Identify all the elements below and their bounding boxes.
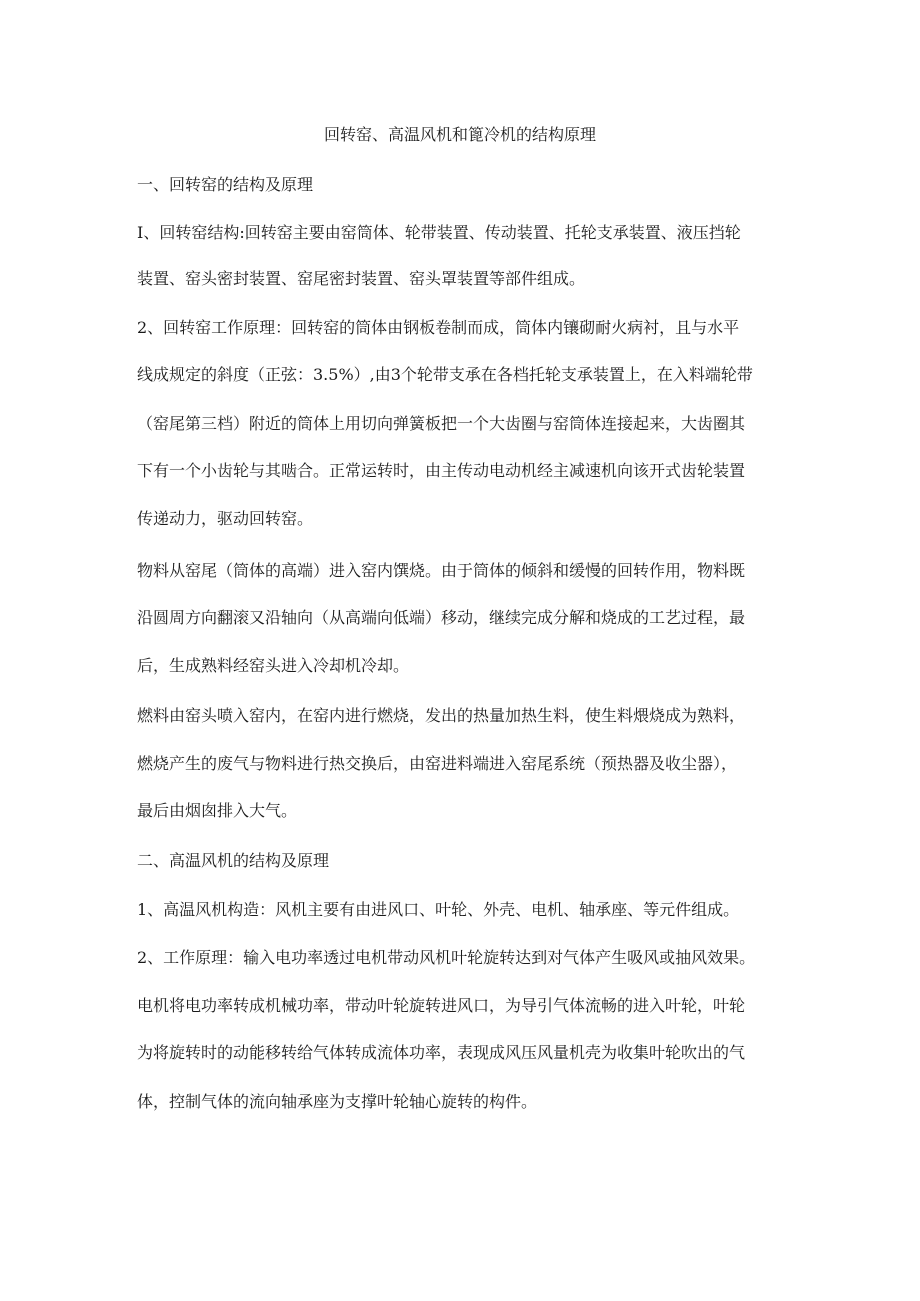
paragraph-line: 1、高温风机构造：风机主要有由进风口、叶轮、外壳、电机、轴承座、等元件组成。 (137, 900, 740, 919)
paragraph-line: 燃烧产生的废气与物料进行热交换后，由窑进料端进入窑尾系统（预热器及收尘器）， (137, 754, 738, 773)
paragraph-line: 物料从窑尾（筒体的高端）进入窑内馔烧。由于筒体的倾斜和缓慢的回转作用，物料既 (137, 561, 746, 580)
paragraph-line: I、回转窑结构:回转窑主要由窑筒体、轮带装置、传动装置、托轮支承装置、液压挡轮 (137, 223, 741, 242)
paragraph-line: 为将旋转时的动能移转给气体转成流体功率，表现成风压风量机壳为收集叶轮吹出的气 (137, 1043, 746, 1062)
paragraph-line: 电机将电功率转成机械功率，带动叶轮旋转进风口，为导引气体流畅的进入叶轮，叶轮 (137, 996, 746, 1015)
paragraph-line: 沿圆周方向翻滚又沿轴向（从高端向低端）移动，继续完成分解和烧成的工艺过程，最 (137, 608, 746, 627)
paragraph-line: 传递动力，驱动回转窑。 (137, 509, 314, 528)
paragraph-line: 2、回转窑工作原理：回转窑的筒体由钢板卷制而成，筒体内镶砌耐火病衬，且与水平 (137, 318, 740, 337)
paragraph-line: 燃料由窑头喷入窑内，在窑内进行燃烧，发出的热量加热生料，使生料煨烧成为熟料， (137, 706, 746, 725)
paragraph-line: 2、工作原理：输入电功率透过电机带动风机叶轮旋转达到对气体产生吸风或抽风效果。 (137, 948, 756, 967)
paragraph-line: 后，生成熟料经窑头进入冷却机冷却。 (137, 656, 410, 675)
section-heading-high-temp-fan: 二、高温风机的结构及原理 (137, 851, 330, 870)
paragraph-line: 装置、窑头密封装置、窑尾密封装置、窑头罩装置等部件组成。 (137, 269, 586, 288)
paragraph-line: 下有一个小齿轮与其啮合。正常运转时，由主传动电动机经主减速机向该开式齿轮装置 (137, 461, 746, 480)
paragraph-line: 线成规定的斜度（正弦：3.5%）,由3个轮带支承在各档托轮支承装置上，在入料端轮带 (137, 365, 753, 384)
section-heading-rotary-kiln: 一、回转窑的结构及原理 (137, 175, 314, 194)
paragraph-line: 体，控制气体的流向轴承座为支撑叶轮轴心旋转的构件。 (137, 1092, 538, 1111)
paragraph-line: 最后由烟囱排入大气。 (137, 801, 298, 820)
document-title: 回转窑、高温风机和篦冷机的结构原理 (323, 125, 596, 144)
paragraph-line: （窑尾第三档）附近的筒体上用切向弹簧板把一个大齿圈与窑筒体连接起来，大齿圈其 (137, 414, 746, 433)
